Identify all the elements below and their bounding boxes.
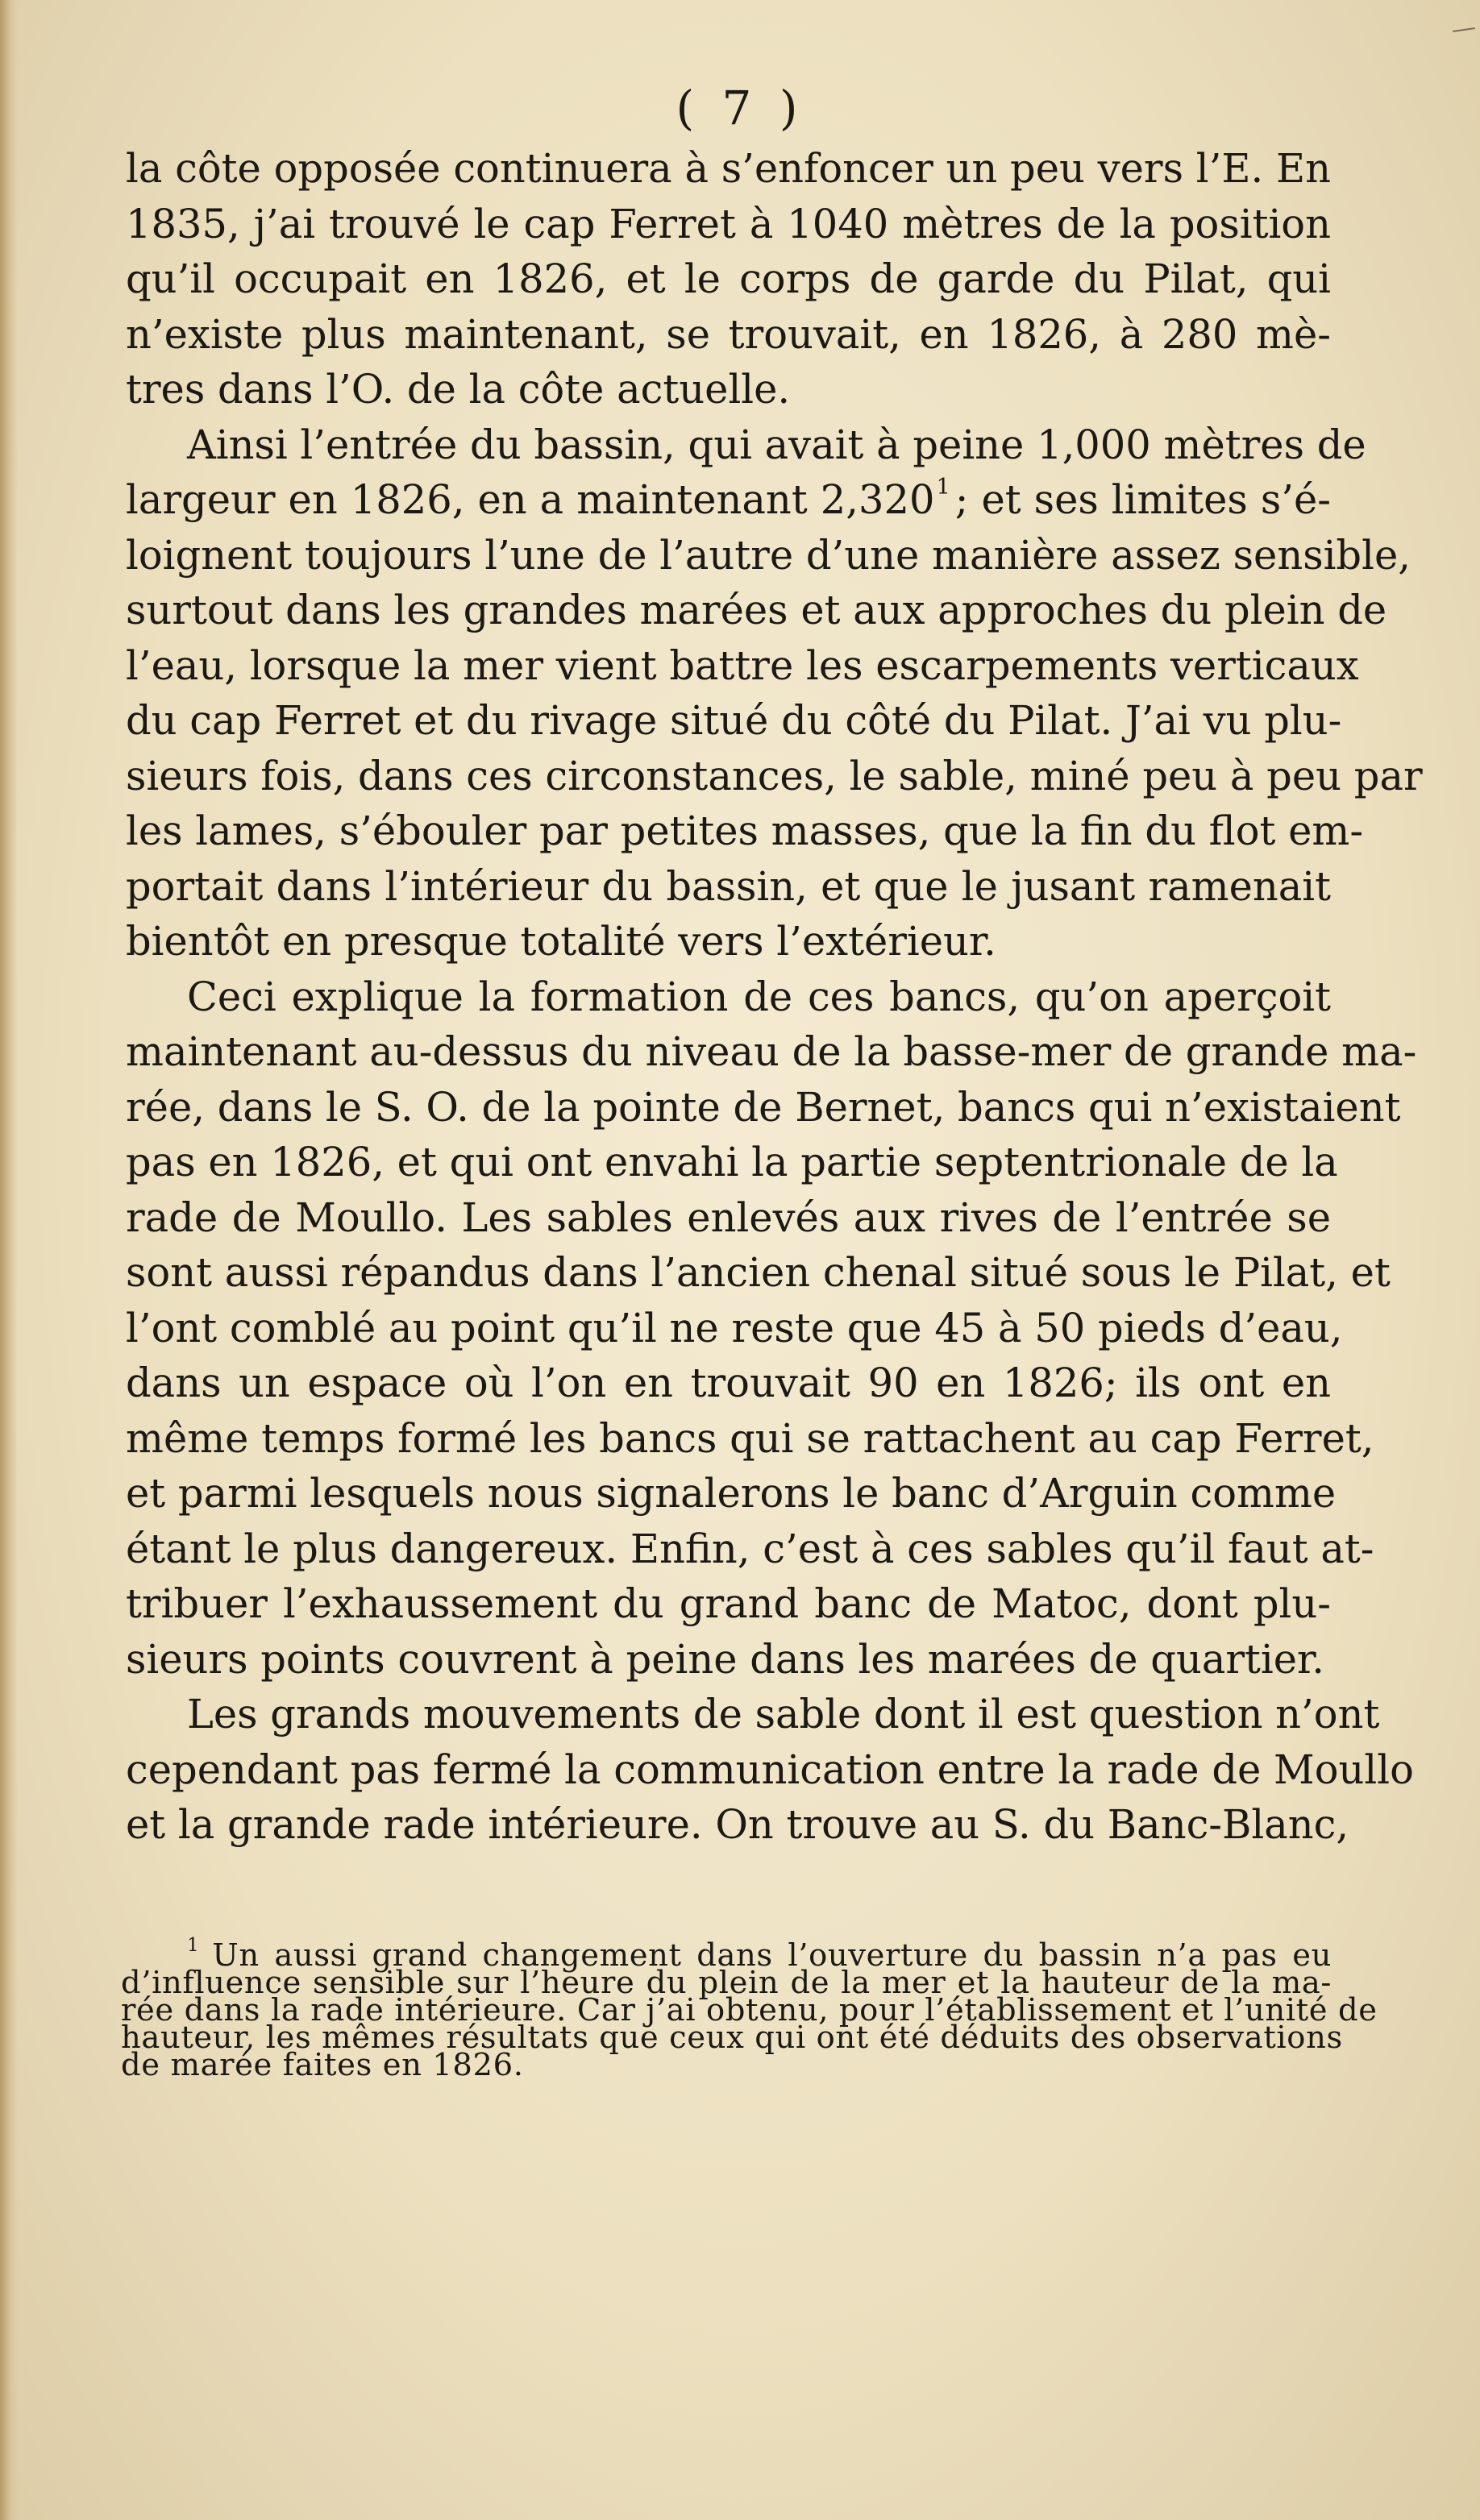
text-line: l’eau, lorsque la mer vient battre les escarpements verticaux xyxy=(126,641,1359,689)
text-line: dans un espace où l’on en trouvait 90 en 1826; ils ont en xyxy=(126,1360,1331,1406)
paragraph-start-line: Ceci explique la formation de ces bancs, qu’on aperçoit xyxy=(187,973,1331,1020)
footnote xyxy=(121,1934,1378,2083)
text-line: qu’il occupait en 1826, et le corps de garde du Pilat, qui xyxy=(126,255,1331,302)
footnote-reference: 1 xyxy=(936,474,950,500)
text-segment: ; et ses limites s’é- xyxy=(954,476,1332,523)
footnote-mark: 1 xyxy=(187,1934,200,1956)
text-line: n’existe plus maintenant, se trouvait, en 1826, à 280 mè- xyxy=(126,310,1331,358)
page-number: ( 7 ) xyxy=(676,81,804,135)
text-line: du cap Ferret et du rivage situé du côté du Pilat. J’ai vu plu- xyxy=(126,697,1342,744)
text-line: sieurs points couvrent à peine dans les marées de quartier. xyxy=(126,1635,1324,1683)
text-line: tribuer l’exhaussement du grand banc de Matoc, dont plu- xyxy=(126,1580,1331,1627)
footnote-line: de marée faites en 1826. xyxy=(121,2047,524,2083)
text-line: pas en 1826, et qui ont envahi la partie septentrionale de la xyxy=(126,1139,1338,1185)
text-line: maintenant au-dessus du niveau de la basse-mer de grande ma- xyxy=(126,1028,1417,1075)
paragraph-start-line: Les grands mouvements de sable dont il est question n’ont xyxy=(187,1691,1380,1737)
text-line: et parmi lesquels nous signalerons le banc d’Arguin comme xyxy=(126,1470,1337,1517)
text-line: portait dans l’intérieur du bassin, et que le jusant ramenait xyxy=(126,862,1331,910)
text-line: étant le plus dangereux. Enfin, c’est à ces sables qu’il faut at- xyxy=(126,1525,1374,1572)
text-line: sont aussi répandus dans l’ancien chenal situé sous le Pilat, et xyxy=(126,1249,1391,1296)
text-line: loignent toujours l’une de l’autre d’une manière assez sensible, xyxy=(126,531,1411,579)
text-segment: largeur en 1826, en a maintenant 2,320 xyxy=(126,476,935,523)
corner-mark xyxy=(1453,27,1475,32)
body-text xyxy=(126,141,1423,1853)
footnote-line: d’influence sensible sur l’heure du plein de la mer et la hauteur de la ma- xyxy=(121,1965,1332,2001)
text-line: bientôt en presque totalité vers l’extérieur. xyxy=(126,918,996,965)
text-line: la côte opposée continuera à s’enfoncer un peu vers l’E. En xyxy=(126,145,1331,192)
text-segment: Un aussi grand changement dans l’ouverture du bassin n’a pas eu xyxy=(212,1937,1332,1974)
text-line-with-note xyxy=(126,472,1331,528)
footnote-line: rée dans la rade intérieure. Car j’ai obtenu, pour l’établissement et l’unité de xyxy=(121,1992,1378,2028)
text-line: même temps formé les bancs qui se rattachent au cap Ferret, xyxy=(126,1414,1374,1462)
text-line: les lames, s’ébouler par petites masses, que la fin du flot em- xyxy=(126,807,1364,854)
paragraph-start-line: Ainsi l’entrée du bassin, qui avait à peine 1,000 mètres de xyxy=(187,421,1366,468)
text-line: 1835, j’ai trouvé le cap Ferret à 1040 mètres de la position xyxy=(126,200,1331,247)
text-line: et la grande rade intérieure. On trouve au S. du Banc-Blanc, xyxy=(126,1801,1349,1848)
page-binding-edge xyxy=(0,0,18,2520)
text-line: rée, dans le S. O. de la pointe de Bernet, bancs qui n’existaient xyxy=(126,1083,1401,1131)
text-line: surtout dans les grandes marées et aux approches du plein de xyxy=(126,587,1387,633)
text-line: cependant pas fermé la communication entre la rade de Moullo xyxy=(126,1746,1414,1793)
footnote-line: hauteur, les mêmes résultats que ceux qui ont été déduits des observations xyxy=(121,2020,1343,2056)
text-line: sieurs fois, dans ces circonstances, le sable, miné peu à peu par xyxy=(126,752,1423,799)
text-line: tres dans l’O. de la côte actuelle. xyxy=(126,366,791,413)
text-line: rade de Moullo. Les sables enlevés aux rives de l’entrée se xyxy=(126,1194,1331,1241)
text-line: l’ont comblé au point qu’il ne reste que 45 à 50 pieds d’eau, xyxy=(126,1304,1343,1351)
